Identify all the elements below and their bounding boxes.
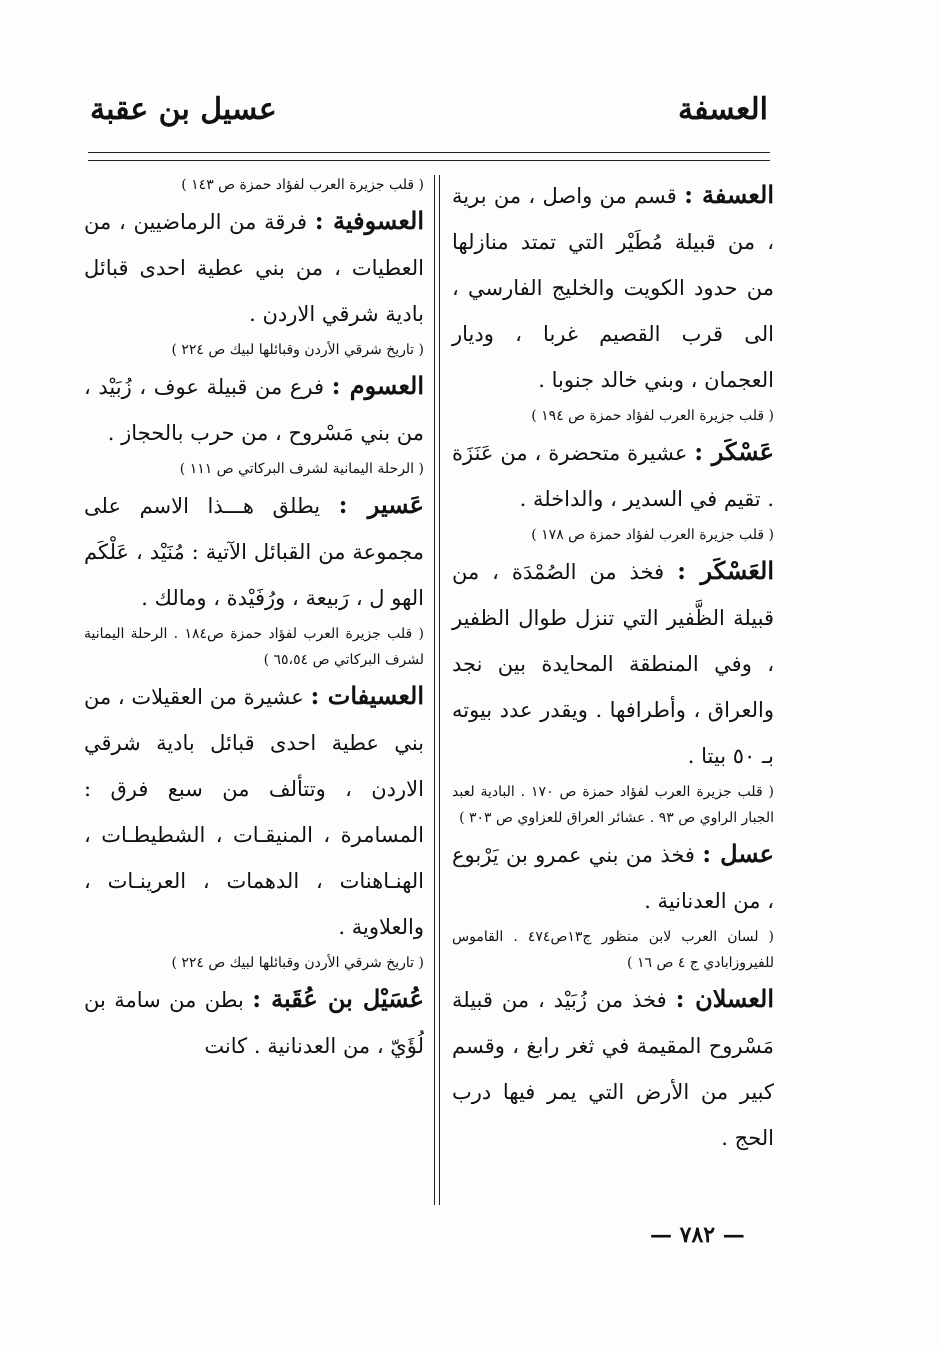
entry	[84, 363, 424, 456]
entry-headword: العسفة :	[684, 180, 774, 209]
entry	[452, 172, 774, 403]
entry	[452, 548, 774, 779]
source-citation: ( تاريخ شرقي الأردن وقبائلها لبيك ص ٢٢٤ )	[171, 955, 424, 971]
entry-text: قسم من واصل ، من برية ، من قبيلة مُطَيْر التي تمتد منازلها من حدود الكويت والخليج الفارسي ، الى قرب القصيم غربا ، وديار العجمان ، وبني خالد جنوبا .	[452, 184, 774, 392]
column-divider-right	[439, 175, 440, 1205]
page-number: — ٧٨٢ —	[650, 1222, 745, 1248]
entry-headword: العسلان :	[675, 984, 774, 1013]
source-citation: ( قلب جزيرة العرب لفؤاد حمزة ص ١٧٨ )	[531, 527, 774, 543]
entry-headword: عَسْكَر :	[694, 437, 774, 466]
source-citation: ( قلب جزيرة العرب لفؤاد حمزة ص ١٩٤ )	[531, 408, 774, 424]
entry	[452, 429, 774, 522]
entry-text: بطن من سامة بن لُؤَيّ ، من العدنانية . كانت	[84, 988, 424, 1058]
entry-headword: العسوم :	[331, 371, 424, 400]
running-header-right: العسفة	[678, 92, 768, 127]
source-citation: ( تاريخ شرقي الأردن وقبائلها لبيك ص ٢٢٤ )	[171, 342, 424, 358]
entry-text: يطلق هـــذا الاسم على مجموعة من القبائل الآتية : مُنَيْد ، عَلْكَم الهو ل ، رَبيعة ، ورُفَيْدة ، ومالك .	[84, 494, 424, 610]
entry-text: فخذ من بني عمرو بن يَرْبوع ، من العدنانية .	[452, 843, 774, 913]
entry	[84, 976, 424, 1069]
entry-text: فخذ من زُبَيْد ، من قبيلة مَسْروح المقيمة في ثغر رابغ ، وقسم كبير من الأرض التي يمر فيها درب الحج .	[452, 988, 774, 1150]
entry	[84, 673, 424, 950]
entry-text: عشيرة من العقيلات ، من بني عطية احدى قبائل بادية شرقي الاردن ، وتتألف من سبع فرق : المسامرة ، المنيقـات ، الشطيطـات ، الهنـاهنات ، الدهمات ، العرينـات ، والعلاوية .	[84, 685, 424, 939]
entry-headword: عُسَيْل بن عُقَبة :	[252, 984, 425, 1013]
entry-headword: العسوفية :	[314, 206, 424, 235]
header-rule-top	[88, 152, 770, 153]
entry	[452, 976, 774, 1161]
entry	[84, 198, 424, 337]
entry-headword: العَسْكَر :	[677, 556, 774, 585]
running-header-left: عسيل بن عقبة	[90, 92, 277, 127]
entry-text: عشيرة متحضرة ، من عَنَزَة . تقيم في السدير ، والداخلة .	[452, 441, 774, 511]
entry-headword: عَسير :	[338, 490, 424, 519]
source-citation: ( قلب جزيرة العرب لفؤاد حمزة ص ١٧٠ . البادية لعبد الجبار الراوي ص ٩٣ . عشائر العراق للعزاوي ص ٣٠٣ )	[452, 784, 774, 826]
source-citation: ( الرحلة اليمانية لشرف البركاتي ص ١١١ )	[179, 461, 424, 477]
left-column	[84, 172, 424, 1069]
entry-headword: عسل :	[702, 839, 774, 868]
entry-headword: العسيفات :	[310, 681, 425, 710]
source-citation: ( قلب جزيرة العرب لفؤاد حمزة ص ١٤٣ )	[181, 177, 424, 193]
column-divider-left	[434, 175, 435, 1205]
entry-text: فرع من قبيلة عوف ، زُبَيْد ، من بني مَسْروح ، من حرب بالحجاز .	[84, 375, 424, 445]
entry-text: فخذ من الصُمْدَة ، من قبيلة الظَّفير التي تنزل طوال الظفير ، وفي المنطقة المحايدة بين نجد والعراق ، وأطرافها . ويقدر عدد بيوته بـ ٥٠ بيتا .	[452, 560, 774, 768]
entry-text: فرقة من الرماضيين ، من العطيات ، من بني عطية احدى قبائل بادية شرقي الاردن .	[84, 210, 424, 326]
header-rule-bottom	[88, 160, 770, 161]
entry	[84, 482, 424, 621]
source-citation: ( قلب جزيرة العرب لفؤاد حمزة ص١٨٤ . الرحلة اليمانية لشرف البركاتي ص ٦٥،٥٤ )	[84, 626, 425, 668]
entry	[452, 831, 774, 924]
source-citation: ( لسان العرب لابن منظور ج١٣ص٤٧٤ . القاموس للفيروزابادي ج ٤ ص ١٦ )	[452, 929, 774, 971]
right-column	[452, 172, 774, 1161]
